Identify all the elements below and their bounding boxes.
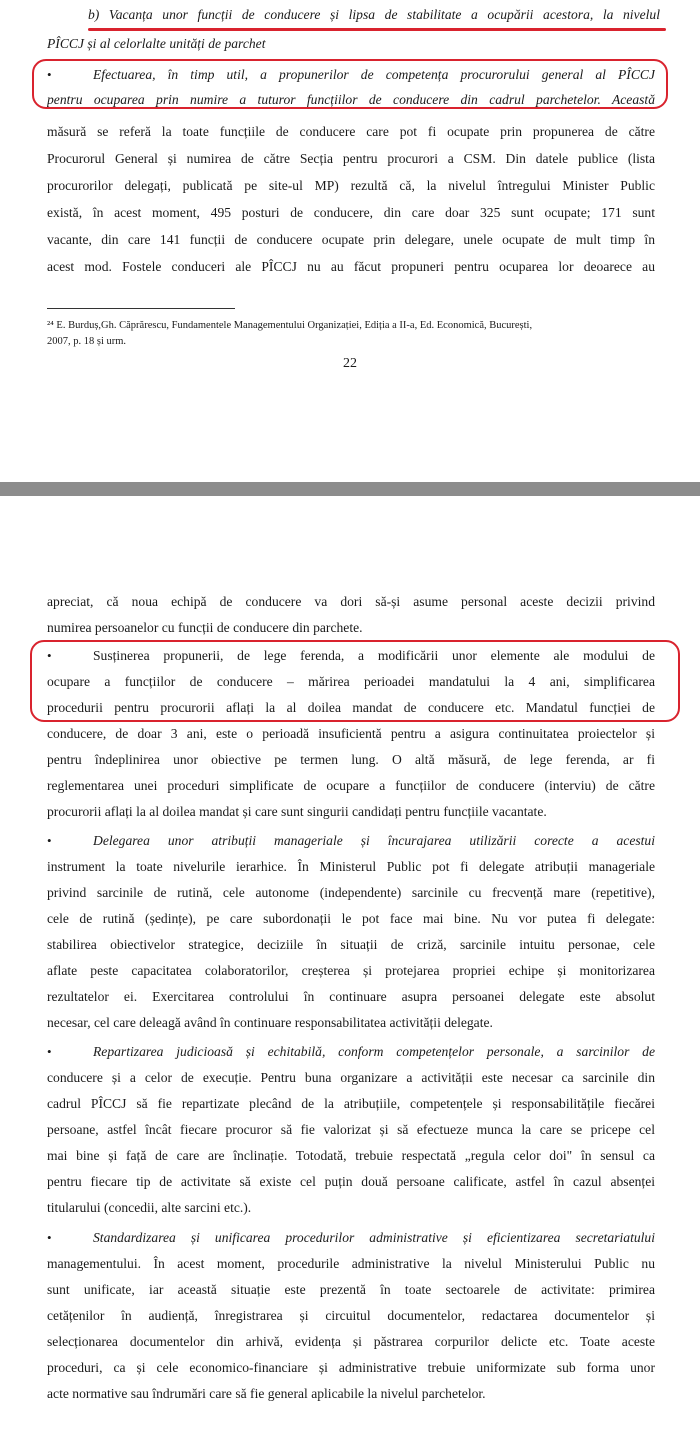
paragraph-line: aflate peste capacitatea colaboratorilor, creșterea și protejarea propriei echipe și monitorizarea	[47, 963, 655, 978]
paragraph-line: cetățenilor în audiență, înregistrarea și circuitul documentelor, redactarea documentelor și	[47, 1308, 655, 1323]
bullet-marker: •	[47, 1230, 52, 1245]
paragraph-line: acte normative sau îndrumări care să fie general aplicabile la nivelul parchetelor.	[47, 1386, 486, 1401]
paragraph-line: cadrul PÎCCJ să fie repartizate plecând de la atribuțiile, competențele și responsabilitățile fiecărei	[47, 1096, 655, 1111]
footnote-line: ²⁴ E. Burduș,Gh. Căprărescu, Fundamentele Managementului Organizației, Ediția a II-a, Ed. Economică, București,	[47, 320, 533, 331]
paragraph-line: există, în acest moment, 495 posturi de conducere, din care doar 325 sunt ocupate; 171 sunt	[47, 205, 655, 220]
bullet-marker: •	[47, 648, 52, 663]
bullet-marker: •	[47, 833, 52, 848]
footnote-separator	[47, 308, 235, 309]
page-number: 22	[343, 356, 357, 371]
paragraph-line: vacante, din care 141 funcții de conducere ocupate prin delegare, unele ocupate de mult timp în	[47, 232, 655, 247]
paragraph-line: acest mod. Fostele conduceri ale PÎCCJ nu au făcut propuneri pentru ocuparea lor deoarece au	[47, 259, 655, 274]
paragraph-line: reglementarea unei proceduri simplificate de ocupare a funcțiilor de conducere (interviu) de către	[47, 778, 655, 793]
paragraph-line: selecționarea documentelor din arhivă, evidența și păstrarea corpurilor delicte etc. Toate aceste	[47, 1334, 655, 1349]
paragraph-line: Delegarea unor atribuții manageriale și încurajarea utilizării corecte a acestui	[93, 833, 655, 848]
paragraph-line: persoane, astfel încât fiecare procuror să fie valorizat și să efectueze munca la care se pricepe cel	[47, 1122, 655, 1137]
paragraph-line: apreciat, că noua echipă de conducere va dori să-și asume personal aceste decizii privind	[47, 594, 655, 609]
paragraph-line: conducere, de doar 3 ani, este o perioadă insuficientă pentru a asigura continuitatea proiectelor și	[47, 726, 655, 741]
paragraph-line: procurorii aflați la al doilea mandat și care sunt singurii candidați pentru funcțiile vacantate.	[47, 804, 547, 819]
paragraph-line: numirea persoanelor cu funcții de conducere din parchete.	[47, 620, 363, 635]
paragraph-line: pentru fiecare tip de activitate să existe cel puțin două persoane calificate, astfel în cazul absenței	[47, 1174, 655, 1189]
footnote-line: 2007, p. 18 și urm.	[47, 336, 127, 347]
page-break-divider	[0, 482, 700, 496]
paragraph-line: managementului. În acest moment, procedurile administrative la nivelul Ministerului Public nu	[47, 1256, 655, 1271]
red-highlight-box	[30, 640, 680, 722]
red-highlight-box	[32, 59, 668, 109]
paragraph-line: cele de rutină (ședințe), pe care subordonații le pot face mai bine. Nu vor putea fi delegate:	[47, 911, 655, 926]
paragraph-line: Susținerea propunerii, de lege ferenda, a modificării unor elemente ale modului de	[93, 648, 655, 663]
section-heading-line-2: PÎCCJ și al celorlalte unități de parchet	[47, 36, 266, 51]
red-underline-annotation	[88, 28, 666, 31]
paragraph-line: rezultatelor ei. Exercitarea controlului în continuare asupra persoanei delegate este absolut	[47, 989, 655, 1004]
paragraph-line: mai bine și față de care are înclinație. Totodată, trebuie respectată „regula celor doi" în sensul ca	[47, 1148, 655, 1163]
paragraph-line: proceduri, ca și cele economico-financiare și administrative trebuie uniformizate sub forma unor	[47, 1360, 655, 1375]
paragraph-line: măsură se referă la toate funcțiile de conducere care pot fi ocupate prin propunerea de către	[47, 124, 655, 139]
paragraph-line: conducere și a celor de execuție. Pentru buna organizare a activității este necesar ca sarcinile din	[47, 1070, 655, 1085]
paragraph-line: Repartizarea judicioasă și echitabilă, conform competențelor personale, a sarcinilor de	[93, 1044, 655, 1059]
paragraph-line: procedurii pentru procurorii aflați la al doilea mandat de conducere etc. Mandatul funcției de	[47, 700, 655, 715]
paragraph-line: privind sarcinile de rutină, cele autonome (independente) sarcinile cu frecvență mare (repetitive),	[47, 885, 655, 900]
document-page-22	[0, 0, 700, 482]
paragraph-line: Standardizarea și unificarea procedurilor administrative și eficientizarea secretariatului	[93, 1230, 655, 1245]
paragraph-line: stabilirea obiectivelor strategice, deciziile în situații de criză, sarcinile intuitu personae, cele	[47, 937, 655, 952]
section-heading-line-1: b) Vacanța unor funcții de conducere și lipsa de stabilitate a ocupării acestora, la nivelul	[88, 7, 660, 22]
paragraph-line: procurorilor delegați, publicată pe site-ul MP) rezultă că, la nivelul întregului Minister Public	[47, 178, 655, 193]
paragraph-line: pentru îndeplinirea unor obiective pe termen lung. O altă măsură, de lege ferenda, ar fi	[47, 752, 655, 767]
paragraph-line: titularului (concedii, alte sarcini etc.).	[47, 1200, 252, 1215]
paragraph-line: Procurorul General și numirea de către Secția pentru procurori a CSM. Din datele publice (lista	[47, 151, 655, 166]
paragraph-line: sunt unificate, iar această situație este prezentă în toate sectoarele de activitate: primirea	[47, 1282, 655, 1297]
bullet-marker: •	[47, 67, 52, 82]
document-page-23	[0, 496, 700, 1429]
paragraph-line: ocupare a funcțiilor de conducere – mărirea perioadei mandatului la 4 ani, simplificarea	[47, 674, 655, 689]
paragraph-line: necesar, cel care deleagă având în continuare responsabilitatea activității delegate.	[47, 1015, 493, 1030]
bullet-marker: •	[47, 1044, 52, 1059]
paragraph-line: pentru ocuparea prin numire a tuturor funcțiilor de conducere din cadrul parchetelor. Această	[47, 92, 655, 107]
paragraph-line: instrument la toate nivelurile ierarhice. În Ministerul Public pot fi delegate atribuții manageriale	[47, 859, 655, 874]
paragraph-line: Efectuarea, în timp util, a propunerilor de competența procurorului general al PÎCCJ	[93, 67, 655, 82]
